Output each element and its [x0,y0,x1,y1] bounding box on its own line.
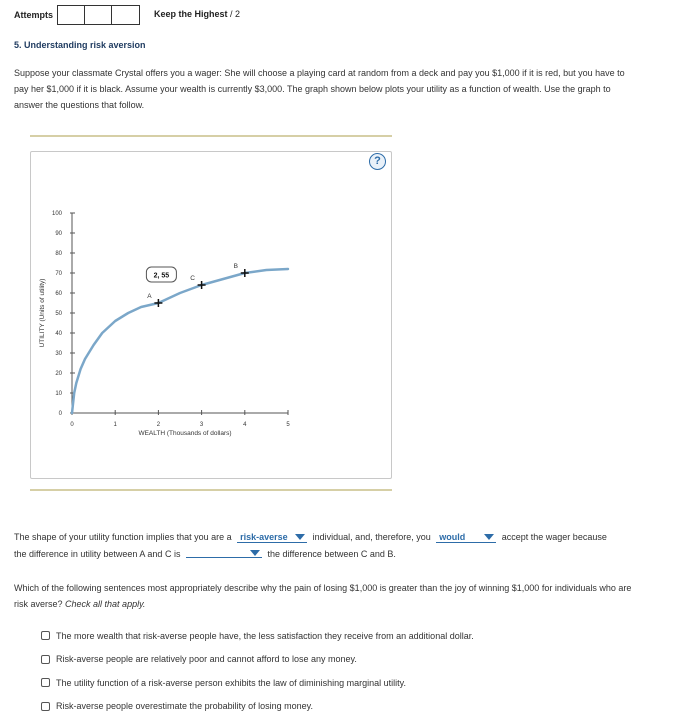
choice-label: Risk-averse people overestimate the probability of losing money. [56,701,313,712]
graph-panel[interactable] [30,151,392,479]
chevron-down-icon [250,550,260,556]
y-tick-label: 90 [55,231,62,237]
choice-label: Risk-averse people are relatively poor and cannot afford to lose any money. [56,654,357,665]
x-tick-label: 4 [243,422,247,428]
risk-type-value: risk-averse [240,532,288,542]
accept-value: would [439,532,466,542]
accept-dropdown[interactable] [436,532,496,543]
x-axis-label: WEALTH (Thousands of dollars) [138,430,232,437]
utility-curve [72,269,288,413]
choice-item[interactable] [41,695,474,719]
keep-highest-label [154,9,240,19]
answer-text-3: accept the wager because [501,532,607,542]
question2-body: Which of the following sentences most appropriately describe why the pain of losing $1,000 is greater than the joy of winning $1,000 for individuals who are risk averse? [14,583,632,609]
y-tick-label: 80 [55,251,62,257]
utility-chart[interactable] [31,152,393,480]
answer-line-2 [14,548,396,559]
question-title: 5. Understanding risk aversion [14,40,146,50]
x-tick-label: 2 [156,422,161,428]
attempts-row [14,5,140,25]
y-tick-label: 20 [55,371,62,377]
keep-highest-fraction: / 2 [230,9,241,19]
x-tick-label: 0 [70,422,74,428]
y-axis-label: UTILITY (Units of utility) [39,278,46,348]
point-label-c: C [190,275,195,282]
choice-item[interactable] [41,671,474,695]
answer-text-5: the difference between C and B. [267,549,396,559]
y-tick-label: 50 [55,311,62,317]
divider-top [30,135,392,137]
point-label-a: A [147,293,152,300]
x-tick-label: 1 [113,422,117,428]
y-tick-label: 40 [55,331,62,337]
y-tick-label: 10 [55,391,62,397]
choices-list [41,624,474,718]
comparison-dropdown[interactable] [186,548,262,558]
chevron-down-icon [295,534,305,540]
y-tick-label: 70 [55,271,62,277]
attempts-label: Attempts [14,10,54,20]
chevron-down-icon [484,534,494,540]
answer-text-2: individual, and, therefore, you [312,532,431,542]
question2-instruction: Check all that apply. [65,599,146,609]
checkbox[interactable] [41,702,50,711]
answer-line-1 [14,532,607,543]
y-tick-label: 60 [55,291,62,297]
point-label-b: B [233,263,238,270]
question-text: Suppose your classmate Crystal offers you a wager: She will choose a playing card at random from a deck and pay you $1,000 if it is red, but you have to pay her $1,000 if it is black. Assume your wealth is currently $3,000. The graph shown below plots your utility as a function of wealth. Use the graph to answer the questions that follow. [14,68,625,110]
attempt-boxes [57,5,140,25]
choice-item[interactable] [41,648,474,672]
answer-text-4: the difference in utility between A and C is [14,549,181,559]
choice-item[interactable] [41,624,474,648]
attempt-box [85,6,112,24]
checkbox[interactable] [41,655,50,664]
x-tick-label: 3 [199,422,204,428]
checkbox[interactable] [41,678,50,687]
point-tooltip-text: 2, 55 [153,272,170,280]
x-tick-label: 5 [286,422,290,428]
y-tick-label: 30 [55,351,62,357]
divider-bottom [30,489,392,491]
choice-label: The utility function of a risk-averse person exhibits the law of diminishing marginal utility. [56,677,406,688]
keep-highest-text: Keep the Highest [154,9,228,19]
attempt-box [58,6,85,24]
attempt-box [112,6,139,24]
choice-label: The more wealth that risk-averse people have, the less satisfaction they receive from an additional dollar. [56,630,474,641]
answer-text-1: The shape of your utility function implies that you are a [14,532,232,542]
risk-type-dropdown[interactable] [237,532,307,543]
y-tick-label: 0 [58,411,62,417]
help-icon[interactable]: ? [369,153,386,170]
checkbox[interactable] [41,631,50,640]
y-tick-label: 100 [51,211,62,217]
question2-text [14,580,644,612]
